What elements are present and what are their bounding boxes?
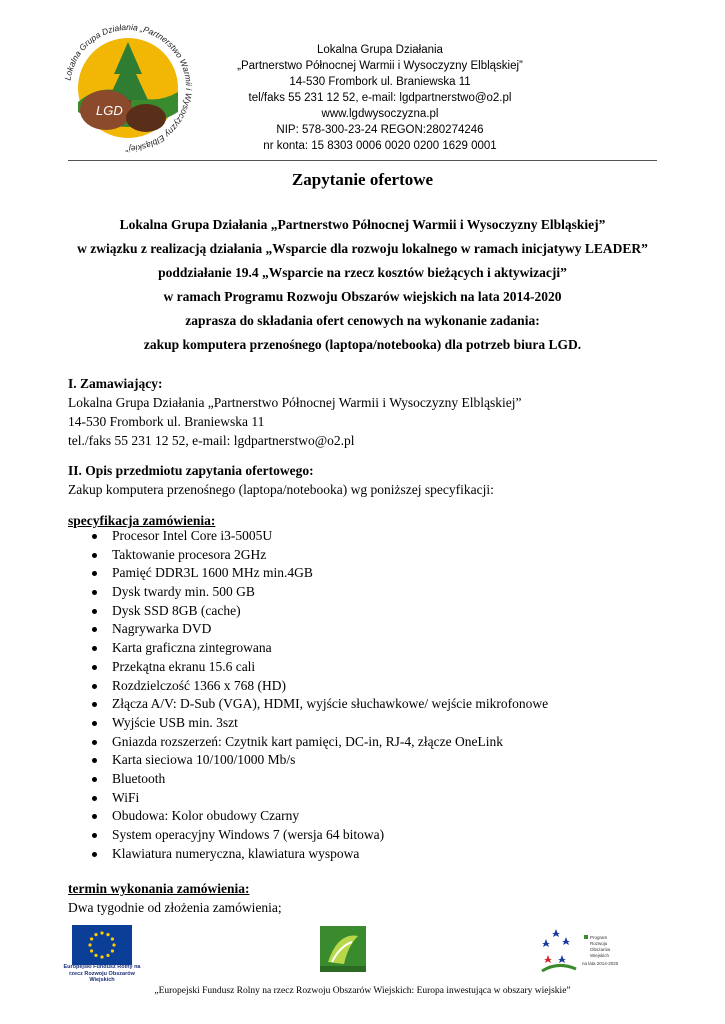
ordering-party-line: 14-530 Frombork ul. Braniewska 11 — [68, 414, 265, 429]
spec-item: Klawiatura numeryczna, klawiatura wyspowa — [92, 845, 548, 864]
spec-item: Karta graficzna zintegrowana — [92, 639, 548, 658]
spec-list — [92, 527, 548, 863]
ordering-party-line: tel./faks 55 231 12 52, e-mail: lgdpartnerstwo@o2.pl — [68, 433, 355, 448]
spec-item: Wyjście USB min. 3szt — [92, 714, 548, 733]
org-account: nr konta: 15 8303 0006 0020 0200 1629 0001 — [263, 140, 497, 152]
org-website[interactable]: www.lgdwysoczyzna.pl — [321, 108, 439, 120]
svg-text:Lokalna Grupa Działania „Partn: Lokalna Grupa Działania „Partnerstwo Warmii i Wysoczyzny Elbląskiej" — [62, 22, 194, 154]
intro-line: zakup komputera przenośnego (laptopa/notebooka) dla potrzeb biura LGD. — [143, 337, 582, 352]
spec-item: Karta sieciowa 10/100/1000 Mb/s — [92, 751, 548, 770]
ordering-party-line: Lokalna Grupa Działania „Partnerstwo Północnej Warmii i Wysoczyzny Elbląskiej” — [68, 395, 522, 410]
svg-text:Wiejskich: Wiejskich — [590, 953, 610, 958]
section-description-heading: II. Opis przedmiotu zapytania ofertowego: — [68, 463, 314, 478]
spec-item: Nagrywarka DVD — [92, 620, 548, 639]
leader-logo-icon — [318, 924, 368, 974]
section-ordering-party-heading: I. Zamawiający: — [68, 376, 163, 391]
org-contact: tel/faks 55 231 12 52, e-mail: lgdpartnerstwo@o2.pl — [248, 92, 512, 104]
spec-item: Pamięć DDR3L 1600 MHz min.4GB — [92, 564, 548, 583]
org-address: 14-530 Frombork ul. Braniewska 11 — [289, 76, 471, 88]
org-name: Lokalna Grupa Działania — [317, 44, 443, 56]
svg-text:Rozwoju: Rozwoju — [590, 941, 608, 946]
prow-logo-icon — [538, 925, 634, 977]
deadline-text: Dwa tygodnie od złożenia zamówienia; — [68, 900, 282, 915]
intro-line: Lokalna Grupa Działania „Partnerstwo Północnej Warmii i Wysoczyzny Elbląskiej” — [119, 217, 606, 232]
intro-line: w ramach Programu Rozwoju Obszarów wiejskich na lata 2014-2020 — [163, 289, 562, 304]
org-full-name: „Partnerstwo Północnej Warmii i Wysoczyzny Elbląskiej” — [237, 60, 523, 72]
intro-line: w związku z realizacją działania „Wsparcie dla rozwoju lokalnego w ramach inicjatywy LEADER” — [77, 241, 648, 256]
spec-item: Taktowanie procesora 2GHz — [92, 546, 548, 565]
spec-item: System operacyjny Windows 7 (wersja 64 bitowa) — [92, 826, 548, 845]
spec-item: Procesor Intel Core i3-5005U — [92, 527, 548, 546]
eu-fund-caption: Europejski Fundusz Rolny na rzecz Rozwoju Obszarów Wiejskich — [63, 964, 141, 983]
description-text: Zakup komputera przenośnego (laptopa/notebooka) wg poniższej specyfikacji: — [68, 482, 494, 497]
svg-text:Obszarów: Obszarów — [590, 947, 611, 952]
header-divider — [68, 160, 657, 161]
spec-item: Przekątna ekranu 15.6 cali — [92, 658, 548, 677]
org-ids: NIP: 578-300-23-24 REGON:280274246 — [276, 124, 484, 136]
svg-text:na lata 2014-2020: na lata 2014-2020 — [582, 961, 619, 966]
intro-line: zaprasza do składania ofert cenowych na wykonanie zadania: — [185, 313, 540, 328]
spec-item: Dysk SSD 8GB (cache) — [92, 602, 548, 621]
spec-item: Obudowa: Kolor obudowy Czarny — [92, 807, 548, 826]
svg-text:LGD: LGD — [96, 103, 123, 118]
spec-item: Dysk twardy min. 500 GB — [92, 583, 548, 602]
eu-flag-icon — [72, 925, 132, 965]
lgd-logo — [62, 22, 194, 154]
page-title: Zapytanie ofertowe — [291, 170, 434, 189]
deadline-heading: termin wykonania zamówienia: — [68, 881, 250, 896]
spec-heading: specyfikacja zamówienia: — [68, 513, 216, 528]
spec-item: WiFi — [92, 789, 548, 808]
spec-item: Złącza A/V: D-Sub (VGA), HDMI, wyjście słuchawkowe/ wejście mikrofonowe — [92, 695, 548, 714]
svg-text:Program: Program — [590, 935, 608, 940]
spec-item: Bluetooth — [92, 770, 548, 789]
spec-item: Rozdzielczość 1366 x 768 (HD) — [92, 677, 548, 696]
footer-slogan: „Europejski Fundusz Rolny na rzecz Rozwoju Obszarów Wiejskich: Europa inwestująca w obszary wiejskie” — [154, 986, 571, 996]
intro-line: poddziałanie 19.4 „Wsparcie na rzecz kosztów bieżących i aktywizacji” — [158, 265, 567, 280]
spec-item: Gniazda rozszerzeń: Czytnik kart pamięci, DC-in, RJ-4, złącze OneLink — [92, 733, 548, 752]
